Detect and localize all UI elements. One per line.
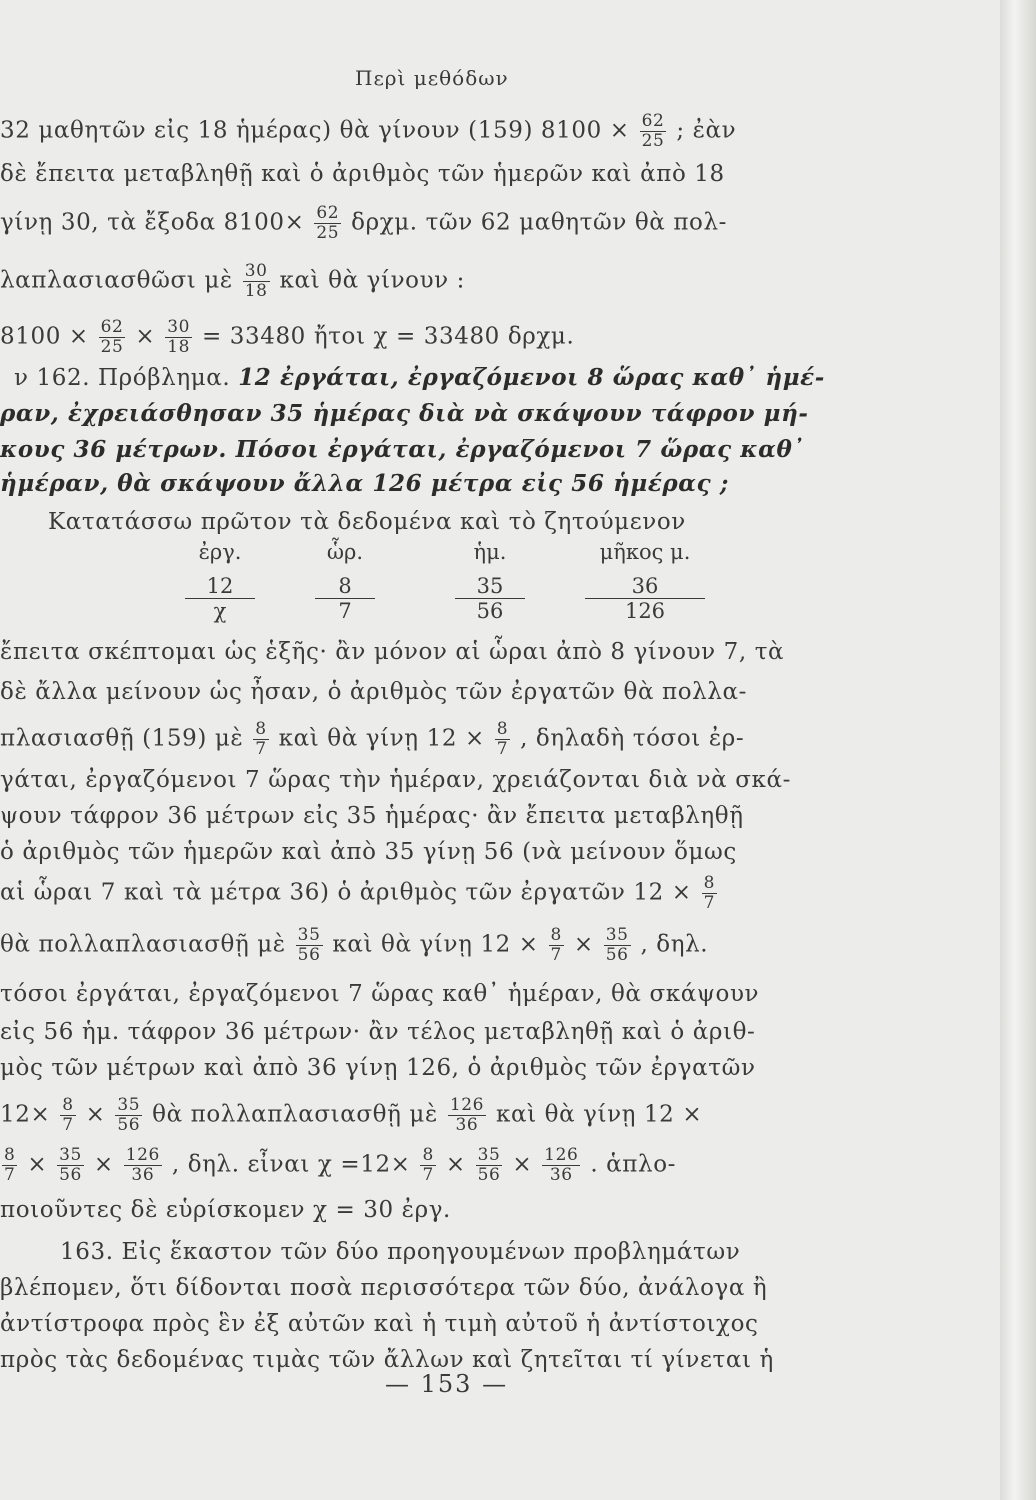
text-line (0, 1096, 900, 1135)
text-run: βλέπομεν, ὅτι δίδονται ποσὰ περισσότερα τῶν δύο, ἀνάλογα ἢ (0, 1275, 768, 1301)
text-line (0, 874, 900, 913)
fraction-denominator: 56 (477, 1165, 501, 1185)
fraction (253, 720, 268, 759)
table-col-days: ἡμ. 35 56 (455, 540, 525, 623)
fraction-denominator: 56 (605, 945, 629, 965)
text-run: × (135, 323, 164, 350)
text-line (0, 112, 900, 151)
fraction-numerator: 126 (449, 1095, 485, 1115)
text-run: πλασιασθῇ (159) μὲ (0, 725, 252, 752)
text-line (0, 978, 900, 1010)
fraction-numerator: 35 (297, 925, 321, 945)
text-run: ; ἐὰν (676, 117, 737, 144)
text-run: ὁ ἀριθμὸς τῶν ἡμερῶν καὶ ἀπὸ 35 γίνῃ 56 (νὰ μείνουν ὅμως (0, 839, 737, 865)
fraction (2, 1146, 17, 1185)
fraction (420, 1146, 435, 1185)
fraction (115, 1096, 142, 1135)
text-run: ψουν τάφρον 36 μέτρων εἰς 35 ἡμέρας· ἂν ἔπειτα μεταβληθῇ (0, 803, 744, 829)
fraction-denominator: 36 (131, 1165, 155, 1185)
fraction-numerator: 8 (496, 719, 509, 739)
running-header: Περὶ μεθόδων (355, 66, 509, 90)
text-line (0, 676, 900, 708)
text-line (0, 636, 900, 668)
text-run: 32 μαθητῶν εἰς 18 ἡμέρας) θὰ γίνουν (159) 8100 × (0, 117, 638, 144)
text-run: μὸς τῶν μέτρων καὶ ἀπὸ 36 γίνῃ 126, ὁ ἀριθμὸς τῶν ἐργατῶν (0, 1055, 756, 1081)
fraction-denominator: 7 (703, 893, 715, 913)
text-run: ἀντίστροφα πρὸς ἓν ἐξ αὐτῶν καὶ ἡ τιμὴ αὐτοῦ ἡ ἀντίστοιχος (0, 1311, 759, 1337)
fraction (549, 926, 564, 965)
text-line (0, 836, 900, 868)
page-number: — 153 — (385, 1370, 509, 1398)
text-line (48, 506, 948, 538)
fraction (476, 1146, 503, 1185)
text-run: θὰ πολλαπλασιασθῇ μὲ (0, 931, 294, 958)
text-run: εἰς 56 ἡμ. τάφρον 36 μέτρων· ἂν τέλος μεταβληθῇ καὶ ὁ ἀριθ- (0, 1019, 756, 1045)
fraction-numerator: 8 (62, 1095, 74, 1115)
text-line (0, 158, 900, 190)
text-run: ἔπειτα σκέπτομαι ὡς ἑξῆς· ἂν μόνον αἱ ὧραι ἀπὸ 8 γίνουν 7, τὰ (0, 639, 785, 665)
fraction (314, 204, 341, 243)
fraction-numerator: 62 (316, 203, 340, 223)
problem-statement-run: ραν, ἐχρειάσθησαν 35 ἡμέρας διὰ νὰ σκάψουν τάφρον μή- (0, 400, 809, 427)
text-run: . ἁπλο- (590, 1151, 677, 1178)
fraction (448, 1096, 486, 1135)
fraction-denominator: 7 (4, 1165, 16, 1185)
text-run: 163. Εἰς ἕκαστον τῶν δύο προηγουμένων προβλημάτων (60, 1239, 741, 1265)
text-run: γάται, ἐργαζόμενοι 7 ὥρας τὴν ἡμέραν, χρειάζονται διὰ νὰ σκά- (0, 767, 792, 793)
text-line (0, 262, 900, 301)
text-run: δὲ ἄλλα μείνουν ὡς ἦσαν, ὁ ἀριθμὸς τῶν ἐργατῶν θὰ πολλα- (0, 679, 748, 705)
fraction-denominator: 7 (496, 739, 509, 759)
text-run: λαπλασιασθῶσι μὲ (0, 267, 241, 294)
text-run: × (512, 1151, 541, 1178)
fraction-numerator: 35 (605, 925, 629, 945)
fraction-numerator: 35 (117, 1095, 141, 1115)
text-run: Κατατάσσω πρῶτον τὰ δεδομένα καὶ τὸ ζητούμενον (48, 509, 686, 535)
fraction (60, 1096, 75, 1135)
table-col-length: μῆκος μ. 36 126 (585, 540, 705, 623)
fraction-numerator: 8 (550, 925, 562, 945)
text-run: 12× (0, 1101, 59, 1128)
text-run: × (27, 1151, 56, 1178)
text-run: καὶ θὰ γίνῃ 12 × (332, 931, 547, 958)
text-line (0, 1016, 900, 1048)
fraction-denominator: 56 (59, 1165, 82, 1185)
text-run: αἱ ὧραι 7 καὶ τὰ μέτρα 36) ὁ ἀριθμὸς τῶν ἐργατῶν 12 × (0, 879, 700, 906)
text-line (0, 926, 900, 965)
text-run: × (445, 1151, 474, 1178)
text-line (14, 362, 914, 394)
text-line (0, 1146, 900, 1185)
fraction (124, 1146, 162, 1185)
text-run: τόσοι ἐργάται, ἐργαζόμενοι 7 ὥρας καθ᾽ ἡμέραν, θὰ σκάψουν (0, 981, 760, 1007)
text-line (0, 204, 900, 243)
fraction-numerator: 126 (125, 1145, 160, 1165)
fraction-denominator: 36 (455, 1115, 479, 1135)
text-run: 8100 × (0, 323, 97, 350)
fraction-numerator: 8 (422, 1145, 434, 1165)
fraction-numerator: 126 (544, 1145, 579, 1165)
fraction-denominator: 18 (244, 281, 268, 301)
text-run: , δηλ. εἶναι χ =12× (171, 1151, 419, 1178)
fraction (542, 1146, 580, 1185)
text-line (60, 1236, 960, 1268)
table-col-hours: ὧρ. 8 7 (315, 540, 375, 623)
text-line (0, 434, 900, 466)
fraction-numerator: 8 (703, 873, 715, 893)
fraction (99, 318, 126, 357)
fraction (57, 1146, 84, 1185)
text-line (0, 800, 900, 832)
fraction (165, 318, 192, 357)
fraction-numerator: 62 (100, 317, 124, 337)
fraction-denominator: 25 (641, 131, 665, 151)
fraction-numerator: 35 (477, 1145, 501, 1165)
text-run: ποιοῦντες δὲ εὑρίσκομεν χ = 30 ἐργ. (0, 1197, 451, 1223)
text-line (0, 720, 900, 759)
text-line (0, 764, 900, 796)
fraction (702, 874, 717, 913)
problem-statement-run: ἡμέραν, θὰ σκάψουν ἄλλα 126 μέτρα εἰς 56 ἡμέρας ; (0, 470, 729, 497)
text-line (0, 1194, 900, 1226)
text-run: καὶ θὰ γίνουν : (279, 267, 466, 294)
text-run: δὲ ἔπειτα μεταβληθῇ καὶ ὁ ἀριθμὸς τῶν ἡμερῶν καὶ ἀπὸ 18 (0, 161, 725, 187)
page-edge (1000, 0, 1036, 1500)
text-line (0, 1272, 900, 1304)
text-line (0, 1052, 900, 1084)
fraction-numerator: 8 (4, 1145, 16, 1165)
fraction-denominator: 36 (549, 1165, 573, 1185)
text-line (0, 318, 900, 357)
text-run: ν 162. Πρόβλημα. (14, 365, 239, 391)
text-run: καὶ θὰ γίνῃ 12 × (495, 1101, 703, 1128)
fraction-denominator: 7 (255, 739, 267, 759)
text-line (0, 398, 900, 430)
text-run: = 33480 ἤτοι χ = 33480 δρχμ. (201, 323, 575, 350)
fraction-denominator: 7 (62, 1115, 74, 1135)
fraction-denominator: 7 (550, 945, 562, 965)
fraction (243, 262, 270, 301)
fraction (296, 926, 323, 965)
fraction-numerator: 8 (255, 719, 267, 739)
text-run: γίνῃ 30, τὰ ἔξοδα 8100× (0, 209, 313, 236)
table-col-workers: ἐργ. 12 χ (185, 540, 255, 623)
fraction-denominator: 56 (297, 945, 321, 965)
fraction-numerator: 30 (167, 317, 191, 337)
fraction-denominator: 25 (316, 223, 340, 243)
fraction-numerator: 35 (59, 1145, 82, 1165)
fraction-numerator: 30 (244, 261, 268, 281)
text-run: × (85, 1101, 114, 1128)
text-run: καὶ θὰ γίνῃ 12 × (278, 725, 493, 752)
text-run: πρὸς τὰς δεδομένας τιμὰς τῶν ἄλλων καὶ ζητεῖται τί γίνεται ἡ (0, 1347, 774, 1373)
text-run: × (573, 931, 602, 958)
text-line (0, 1308, 900, 1340)
text-run: θὰ πολλαπλασιασθῇ μὲ (152, 1101, 446, 1128)
fraction-denominator: 56 (117, 1115, 141, 1135)
fraction (640, 112, 667, 151)
text-run: , δηλ. (640, 931, 709, 958)
problem-statement-run: 12 ἐργάται, ἐργαζόμενοι 8 ὥρας καθ᾽ ἡμέ- (238, 364, 825, 391)
text-run: δρχμ. τῶν 62 μαθητῶν θὰ πολ- (351, 209, 728, 236)
fraction (604, 926, 631, 965)
fraction (495, 720, 510, 759)
fraction-denominator: 25 (100, 337, 124, 357)
text-line (0, 468, 900, 500)
fraction-numerator: 62 (641, 111, 665, 131)
text-run: × (93, 1151, 122, 1178)
text-run: , δηλαδὴ τόσοι ἐρ- (520, 725, 745, 752)
fraction-denominator: 18 (167, 337, 191, 357)
fraction-denominator: 7 (422, 1165, 434, 1185)
problem-statement-run: κους 36 μέτρων. Πόσοι ἐργάται, ἐργαζόμενοι 7 ὥρας καθ᾽ (0, 436, 805, 463)
